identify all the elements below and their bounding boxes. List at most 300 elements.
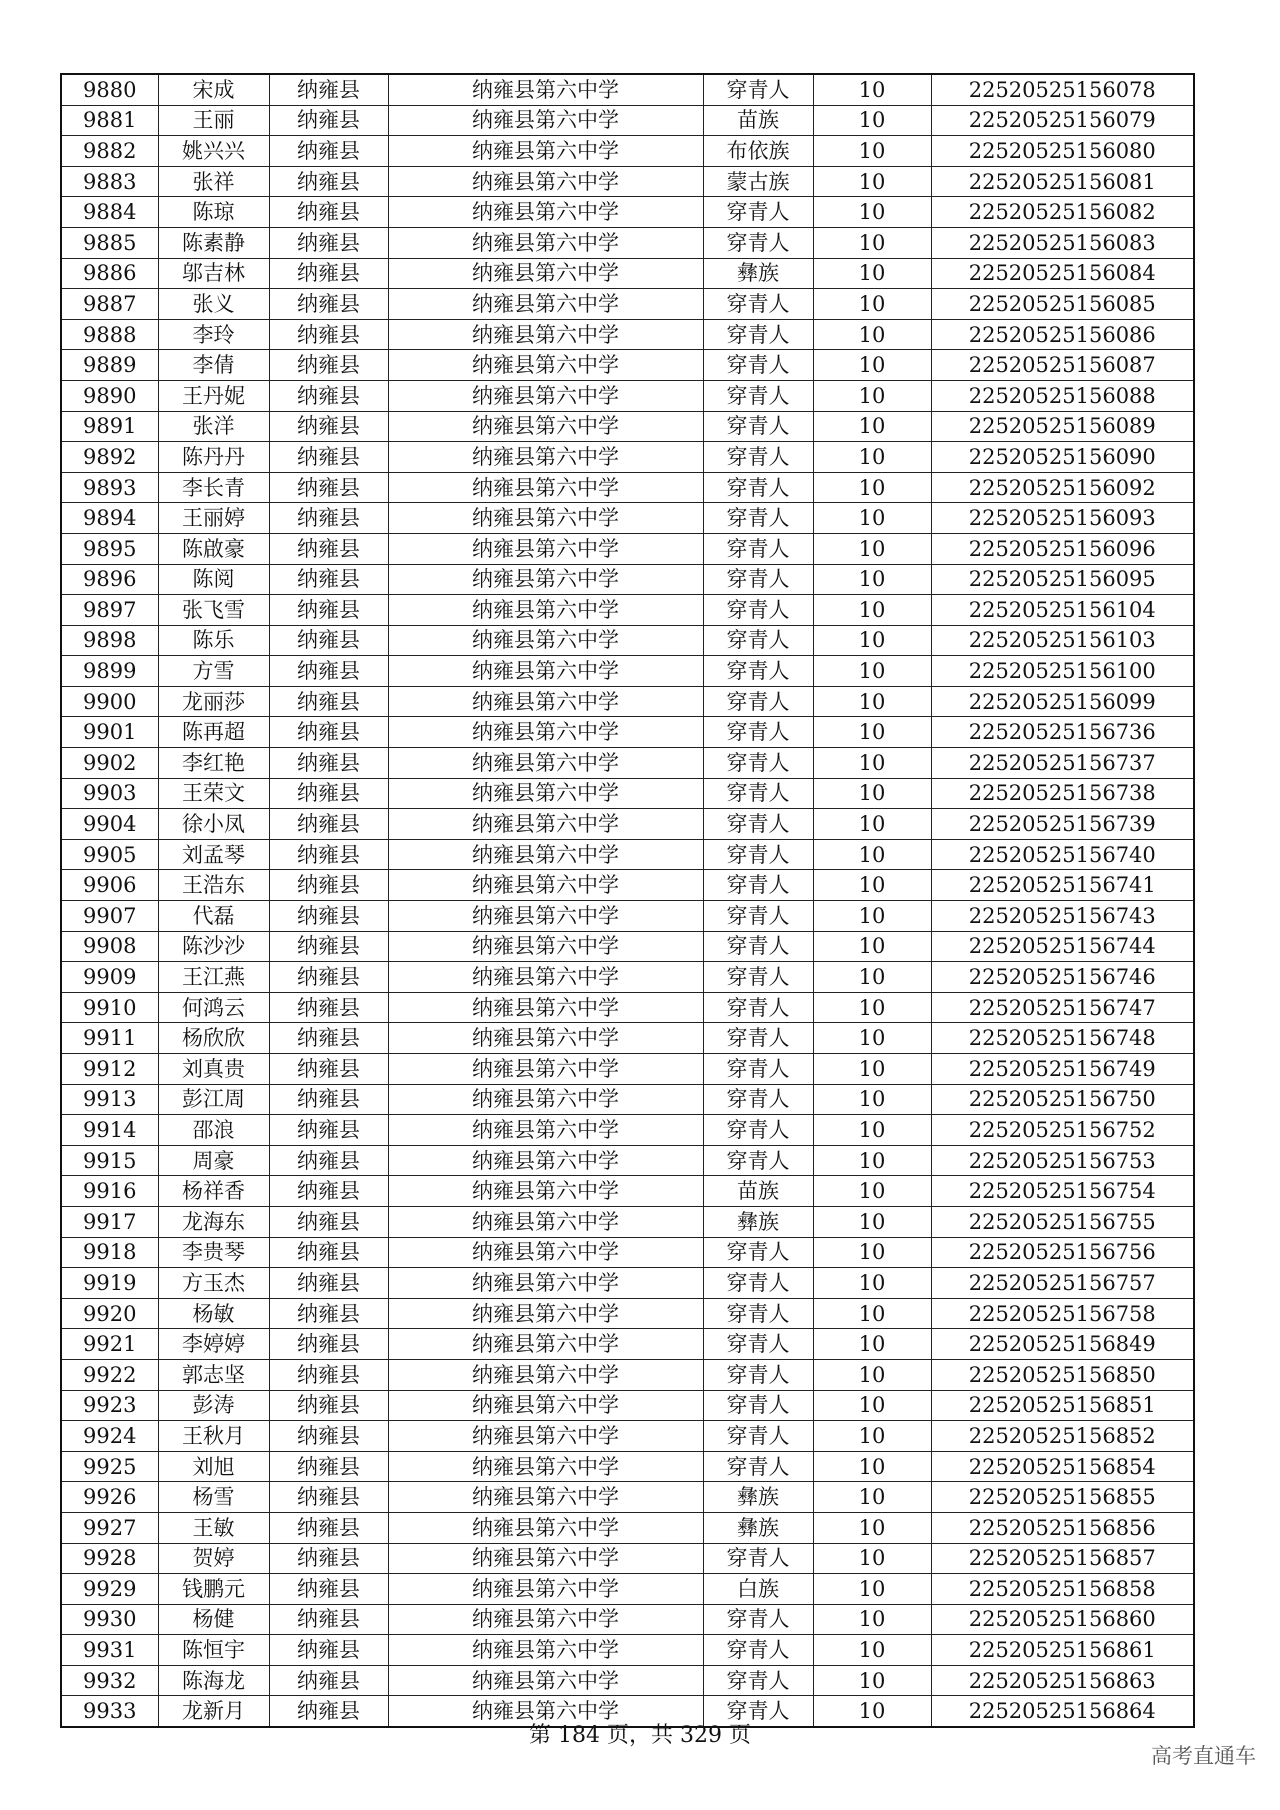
county-cell: 纳雍县 [269, 105, 388, 136]
seq-cell: 9896 [61, 564, 158, 595]
ethnicity-cell: 彝族 [703, 1512, 813, 1543]
ethnicity-cell: 穿青人 [703, 1023, 813, 1054]
exam-id-cell: 22520525156849 [931, 1329, 1194, 1360]
table-row [61, 1268, 1194, 1299]
seq-cell: 9880 [61, 74, 158, 105]
score-cell: 10 [813, 136, 931, 167]
ethnicity-cell: 穿青人 [703, 1145, 813, 1176]
exam-id-cell: 22520525156857 [931, 1543, 1194, 1574]
table-row [61, 136, 1194, 167]
name-cell: 彭涛 [158, 1390, 269, 1421]
table-row [61, 748, 1194, 779]
exam-id-cell: 22520525156739 [931, 809, 1194, 840]
name-cell: 杨祥香 [158, 1176, 269, 1207]
name-cell: 张洋 [158, 411, 269, 442]
score-cell: 10 [813, 1268, 931, 1299]
school-cell: 纳雍县第六中学 [388, 1390, 703, 1421]
table-row [61, 227, 1194, 258]
ethnicity-cell: 蒙古族 [703, 166, 813, 197]
county-cell: 纳雍县 [269, 1145, 388, 1176]
table-row [61, 1512, 1194, 1543]
name-cell: 钱鹏元 [158, 1574, 269, 1605]
score-cell: 10 [813, 1145, 931, 1176]
table-row [61, 1482, 1194, 1513]
school-cell: 纳雍县第六中学 [388, 656, 703, 687]
school-cell: 纳雍县第六中学 [388, 839, 703, 870]
score-cell: 10 [813, 595, 931, 626]
watermark: 高考直通车 [1151, 1744, 1256, 1768]
seq-cell: 9911 [61, 1023, 158, 1054]
county-cell: 纳雍县 [269, 380, 388, 411]
name-cell: 李婷婷 [158, 1329, 269, 1360]
table-row [61, 1145, 1194, 1176]
school-cell: 纳雍县第六中学 [388, 870, 703, 901]
table-row [61, 1023, 1194, 1054]
score-cell: 10 [813, 503, 931, 534]
table-row [61, 380, 1194, 411]
name-cell: 王丹妮 [158, 380, 269, 411]
county-cell: 纳雍县 [269, 1482, 388, 1513]
school-cell: 纳雍县第六中学 [388, 105, 703, 136]
county-cell: 纳雍县 [269, 809, 388, 840]
exam-id-cell: 22520525156736 [931, 717, 1194, 748]
ethnicity-cell: 穿青人 [703, 1421, 813, 1452]
ethnicity-cell: 穿青人 [703, 1451, 813, 1482]
score-cell: 10 [813, 1054, 931, 1085]
name-cell: 杨雪 [158, 1482, 269, 1513]
table-row [61, 992, 1194, 1023]
school-cell: 纳雍县第六中学 [388, 258, 703, 289]
ethnicity-cell: 穿青人 [703, 1696, 813, 1727]
exam-id-cell: 22520525156090 [931, 442, 1194, 473]
school-cell: 纳雍县第六中学 [388, 992, 703, 1023]
name-cell: 代磊 [158, 901, 269, 932]
county-cell: 纳雍县 [269, 1574, 388, 1605]
county-cell: 纳雍县 [269, 1206, 388, 1237]
name-cell: 徐小凤 [158, 809, 269, 840]
score-cell: 10 [813, 227, 931, 258]
ethnicity-cell: 穿青人 [703, 564, 813, 595]
score-cell: 10 [813, 1421, 931, 1452]
seq-cell: 9887 [61, 289, 158, 320]
seq-cell: 9894 [61, 503, 158, 534]
score-cell: 10 [813, 1023, 931, 1054]
table-row [61, 197, 1194, 228]
table-row [61, 105, 1194, 136]
table-row [61, 1054, 1194, 1085]
school-cell: 纳雍县第六中学 [388, 1359, 703, 1390]
seq-cell: 9897 [61, 595, 158, 626]
table-row [61, 1329, 1194, 1360]
exam-id-cell: 22520525156851 [931, 1390, 1194, 1421]
seq-cell: 9899 [61, 656, 158, 687]
school-cell: 纳雍县第六中学 [388, 380, 703, 411]
name-cell: 刘旭 [158, 1451, 269, 1482]
exam-id-cell: 22520525156737 [931, 748, 1194, 779]
score-cell: 10 [813, 1359, 931, 1390]
seq-cell: 9885 [61, 227, 158, 258]
name-cell: 李红艳 [158, 748, 269, 779]
ethnicity-cell: 穿青人 [703, 380, 813, 411]
ethnicity-cell: 穿青人 [703, 1298, 813, 1329]
table-row [61, 166, 1194, 197]
school-cell: 纳雍县第六中学 [388, 442, 703, 473]
name-cell: 王敏 [158, 1512, 269, 1543]
name-cell: 王丽婷 [158, 503, 269, 534]
county-cell: 纳雍县 [269, 1298, 388, 1329]
seq-cell: 9904 [61, 809, 158, 840]
ethnicity-cell: 穿青人 [703, 1359, 813, 1390]
exam-id-cell: 22520525156087 [931, 350, 1194, 381]
ethnicity-cell: 穿青人 [703, 1665, 813, 1696]
seq-cell: 9913 [61, 1084, 158, 1115]
score-cell: 10 [813, 350, 931, 381]
county-cell: 纳雍县 [269, 748, 388, 779]
seq-cell: 9883 [61, 166, 158, 197]
score-cell: 10 [813, 105, 931, 136]
seq-cell: 9903 [61, 778, 158, 809]
school-cell: 纳雍县第六中学 [388, 962, 703, 993]
school-cell: 纳雍县第六中学 [388, 1635, 703, 1666]
table-row [61, 411, 1194, 442]
seq-cell: 9931 [61, 1635, 158, 1666]
county-cell: 纳雍县 [269, 1084, 388, 1115]
exam-id-cell: 22520525156100 [931, 656, 1194, 687]
name-cell: 杨欣欣 [158, 1023, 269, 1054]
table-row [61, 472, 1194, 503]
exam-id-cell: 22520525156858 [931, 1574, 1194, 1605]
table-row [61, 1084, 1194, 1115]
exam-id-cell: 22520525156104 [931, 595, 1194, 626]
exam-id-cell: 22520525156746 [931, 962, 1194, 993]
exam-id-cell: 22520525156757 [931, 1268, 1194, 1299]
seq-cell: 9933 [61, 1696, 158, 1727]
name-cell: 李长青 [158, 472, 269, 503]
name-cell: 方玉杰 [158, 1268, 269, 1299]
roster-table-container [60, 73, 1195, 1728]
score-cell: 10 [813, 564, 931, 595]
school-cell: 纳雍县第六中学 [388, 472, 703, 503]
exam-id-cell: 22520525156078 [931, 74, 1194, 105]
ethnicity-cell: 穿青人 [703, 901, 813, 932]
table-row [61, 503, 1194, 534]
seq-cell: 9909 [61, 962, 158, 993]
school-cell: 纳雍县第六中学 [388, 319, 703, 350]
score-cell: 10 [813, 258, 931, 289]
table-row [61, 962, 1194, 993]
name-cell: 陈琼 [158, 197, 269, 228]
county-cell: 纳雍县 [269, 1665, 388, 1696]
county-cell: 纳雍县 [269, 625, 388, 656]
ethnicity-cell: 穿青人 [703, 931, 813, 962]
name-cell: 张义 [158, 289, 269, 320]
name-cell: 刘孟琴 [158, 839, 269, 870]
ethnicity-cell: 穿青人 [703, 778, 813, 809]
score-cell: 10 [813, 992, 931, 1023]
score-cell: 10 [813, 809, 931, 840]
score-cell: 10 [813, 319, 931, 350]
score-cell: 10 [813, 778, 931, 809]
name-cell: 邵浪 [158, 1115, 269, 1146]
ethnicity-cell: 穿青人 [703, 1635, 813, 1666]
exam-id-cell: 22520525156752 [931, 1115, 1194, 1146]
ethnicity-cell: 布依族 [703, 136, 813, 167]
exam-id-cell: 22520525156754 [931, 1176, 1194, 1207]
ethnicity-cell: 穿青人 [703, 717, 813, 748]
county-cell: 纳雍县 [269, 258, 388, 289]
name-cell: 陈乐 [158, 625, 269, 656]
exam-id-cell: 22520525156755 [931, 1206, 1194, 1237]
seq-cell: 9925 [61, 1451, 158, 1482]
school-cell: 纳雍县第六中学 [388, 136, 703, 167]
school-cell: 纳雍县第六中学 [388, 350, 703, 381]
county-cell: 纳雍县 [269, 503, 388, 534]
county-cell: 纳雍县 [269, 197, 388, 228]
school-cell: 纳雍县第六中学 [388, 1604, 703, 1635]
county-cell: 纳雍县 [269, 870, 388, 901]
name-cell: 陈丹丹 [158, 442, 269, 473]
name-cell: 龙丽莎 [158, 686, 269, 717]
name-cell: 李玲 [158, 319, 269, 350]
table-row [61, 1635, 1194, 1666]
table-row [61, 1421, 1194, 1452]
exam-id-cell: 22520525156081 [931, 166, 1194, 197]
ethnicity-cell: 苗族 [703, 1176, 813, 1207]
table-row [61, 1451, 1194, 1482]
name-cell: 王秋月 [158, 1421, 269, 1452]
ethnicity-cell: 穿青人 [703, 503, 813, 534]
table-row [61, 442, 1194, 473]
school-cell: 纳雍县第六中学 [388, 1421, 703, 1452]
school-cell: 纳雍县第六中学 [388, 1451, 703, 1482]
seq-cell: 9929 [61, 1574, 158, 1605]
ethnicity-cell: 穿青人 [703, 748, 813, 779]
exam-id-cell: 22520525156084 [931, 258, 1194, 289]
score-cell: 10 [813, 717, 931, 748]
county-cell: 纳雍县 [269, 1421, 388, 1452]
seq-cell: 9918 [61, 1237, 158, 1268]
county-cell: 纳雍县 [269, 992, 388, 1023]
county-cell: 纳雍县 [269, 1543, 388, 1574]
name-cell: 陈素静 [158, 227, 269, 258]
county-cell: 纳雍县 [269, 289, 388, 320]
exam-id-cell: 22520525156758 [931, 1298, 1194, 1329]
score-cell: 10 [813, 533, 931, 564]
name-cell: 姚兴兴 [158, 136, 269, 167]
table-row [61, 350, 1194, 381]
table-row [61, 533, 1194, 564]
name-cell: 刘真贵 [158, 1054, 269, 1085]
name-cell: 陈阅 [158, 564, 269, 595]
exam-id-cell: 22520525156103 [931, 625, 1194, 656]
seq-cell: 9900 [61, 686, 158, 717]
exam-id-cell: 22520525156743 [931, 901, 1194, 932]
name-cell: 邬吉林 [158, 258, 269, 289]
exam-id-cell: 22520525156753 [931, 1145, 1194, 1176]
exam-id-cell: 22520525156850 [931, 1359, 1194, 1390]
seq-cell: 9891 [61, 411, 158, 442]
score-cell: 10 [813, 1696, 931, 1727]
table-row [61, 1176, 1194, 1207]
school-cell: 纳雍县第六中学 [388, 74, 703, 105]
exam-id-cell: 22520525156089 [931, 411, 1194, 442]
exam-id-cell: 22520525156086 [931, 319, 1194, 350]
name-cell: 王丽 [158, 105, 269, 136]
seq-cell: 9907 [61, 901, 158, 932]
ethnicity-cell: 彝族 [703, 258, 813, 289]
ethnicity-cell: 穿青人 [703, 625, 813, 656]
seq-cell: 9930 [61, 1604, 158, 1635]
score-cell: 10 [813, 686, 931, 717]
exam-id-cell: 22520525156093 [931, 503, 1194, 534]
table-row [61, 74, 1194, 105]
seq-cell: 9919 [61, 1268, 158, 1299]
seq-cell: 9923 [61, 1390, 158, 1421]
ethnicity-cell: 穿青人 [703, 809, 813, 840]
seq-cell: 9914 [61, 1115, 158, 1146]
score-cell: 10 [813, 1298, 931, 1329]
seq-cell: 9921 [61, 1329, 158, 1360]
seq-cell: 9888 [61, 319, 158, 350]
score-cell: 10 [813, 656, 931, 687]
score-cell: 10 [813, 1329, 931, 1360]
school-cell: 纳雍县第六中学 [388, 1543, 703, 1574]
table-row [61, 717, 1194, 748]
exam-id-cell: 22520525156740 [931, 839, 1194, 870]
name-cell: 贺婷 [158, 1543, 269, 1574]
county-cell: 纳雍县 [269, 1115, 388, 1146]
ethnicity-cell: 穿青人 [703, 442, 813, 473]
ethnicity-cell: 穿青人 [703, 1543, 813, 1574]
exam-id-cell: 22520525156092 [931, 472, 1194, 503]
table-row [61, 595, 1194, 626]
ethnicity-cell: 彝族 [703, 1482, 813, 1513]
county-cell: 纳雍县 [269, 564, 388, 595]
seq-cell: 9908 [61, 931, 158, 962]
ethnicity-cell: 穿青人 [703, 839, 813, 870]
exam-id-cell: 22520525156738 [931, 778, 1194, 809]
name-cell: 何鸿云 [158, 992, 269, 1023]
school-cell: 纳雍县第六中学 [388, 564, 703, 595]
table-row [61, 778, 1194, 809]
ethnicity-cell: 穿青人 [703, 1084, 813, 1115]
exam-id-cell: 22520525156748 [931, 1023, 1194, 1054]
score-cell: 10 [813, 870, 931, 901]
seq-cell: 9889 [61, 350, 158, 381]
county-cell: 纳雍县 [269, 442, 388, 473]
seq-cell: 9928 [61, 1543, 158, 1574]
ethnicity-cell: 穿青人 [703, 962, 813, 993]
county-cell: 纳雍县 [269, 350, 388, 381]
exam-id-cell: 22520525156750 [931, 1084, 1194, 1115]
school-cell: 纳雍县第六中学 [388, 1206, 703, 1237]
ethnicity-cell: 穿青人 [703, 533, 813, 564]
score-cell: 10 [813, 625, 931, 656]
roster-table [60, 73, 1195, 1728]
table-row [61, 564, 1194, 595]
table-row [61, 1206, 1194, 1237]
county-cell: 纳雍县 [269, 411, 388, 442]
county-cell: 纳雍县 [269, 595, 388, 626]
exam-id-cell: 22520525156744 [931, 931, 1194, 962]
school-cell: 纳雍县第六中学 [388, 411, 703, 442]
school-cell: 纳雍县第六中学 [388, 1023, 703, 1054]
score-cell: 10 [813, 901, 931, 932]
name-cell: 陈沙沙 [158, 931, 269, 962]
school-cell: 纳雍县第六中学 [388, 1115, 703, 1146]
page-footer: 第 184 页，共 329 页 [529, 1723, 751, 1748]
score-cell: 10 [813, 1635, 931, 1666]
name-cell: 陈啟豪 [158, 533, 269, 564]
ethnicity-cell: 穿青人 [703, 1237, 813, 1268]
county-cell: 纳雍县 [269, 1696, 388, 1727]
county-cell: 纳雍县 [269, 901, 388, 932]
exam-id-cell: 22520525156855 [931, 1482, 1194, 1513]
name-cell: 龙新月 [158, 1696, 269, 1727]
county-cell: 纳雍县 [269, 931, 388, 962]
exam-id-cell: 22520525156860 [931, 1604, 1194, 1635]
score-cell: 10 [813, 1482, 931, 1513]
county-cell: 纳雍县 [269, 1604, 388, 1635]
table-row [61, 1574, 1194, 1605]
school-cell: 纳雍县第六中学 [388, 1084, 703, 1115]
county-cell: 纳雍县 [269, 778, 388, 809]
exam-id-cell: 22520525156856 [931, 1512, 1194, 1543]
table-row [61, 1298, 1194, 1329]
school-cell: 纳雍县第六中学 [388, 1145, 703, 1176]
county-cell: 纳雍县 [269, 656, 388, 687]
county-cell: 纳雍县 [269, 717, 388, 748]
name-cell: 彭江周 [158, 1084, 269, 1115]
seq-cell: 9892 [61, 442, 158, 473]
score-cell: 10 [813, 197, 931, 228]
table-row [61, 1604, 1194, 1635]
ethnicity-cell: 穿青人 [703, 411, 813, 442]
ethnicity-cell: 穿青人 [703, 992, 813, 1023]
score-cell: 10 [813, 1574, 931, 1605]
ethnicity-cell: 穿青人 [703, 595, 813, 626]
score-cell: 10 [813, 839, 931, 870]
seq-cell: 9893 [61, 472, 158, 503]
score-cell: 10 [813, 411, 931, 442]
ethnicity-cell: 穿青人 [703, 472, 813, 503]
ethnicity-cell: 穿青人 [703, 289, 813, 320]
school-cell: 纳雍县第六中学 [388, 901, 703, 932]
name-cell: 杨健 [158, 1604, 269, 1635]
table-row [61, 1237, 1194, 1268]
county-cell: 纳雍县 [269, 1390, 388, 1421]
county-cell: 纳雍县 [269, 1512, 388, 1543]
exam-id-cell: 22520525156741 [931, 870, 1194, 901]
table-row [61, 1665, 1194, 1696]
county-cell: 纳雍县 [269, 136, 388, 167]
seq-cell: 9915 [61, 1145, 158, 1176]
school-cell: 纳雍县第六中学 [388, 1574, 703, 1605]
county-cell: 纳雍县 [269, 686, 388, 717]
name-cell: 陈再超 [158, 717, 269, 748]
school-cell: 纳雍县第六中学 [388, 533, 703, 564]
exam-id-cell: 22520525156082 [931, 197, 1194, 228]
county-cell: 纳雍县 [269, 1023, 388, 1054]
seq-cell: 9905 [61, 839, 158, 870]
school-cell: 纳雍县第六中学 [388, 1512, 703, 1543]
name-cell: 张飞雪 [158, 595, 269, 626]
county-cell: 纳雍县 [269, 1268, 388, 1299]
ethnicity-cell: 穿青人 [703, 870, 813, 901]
roster-table-body [61, 74, 1194, 1727]
school-cell: 纳雍县第六中学 [388, 1696, 703, 1727]
seq-cell: 9906 [61, 870, 158, 901]
